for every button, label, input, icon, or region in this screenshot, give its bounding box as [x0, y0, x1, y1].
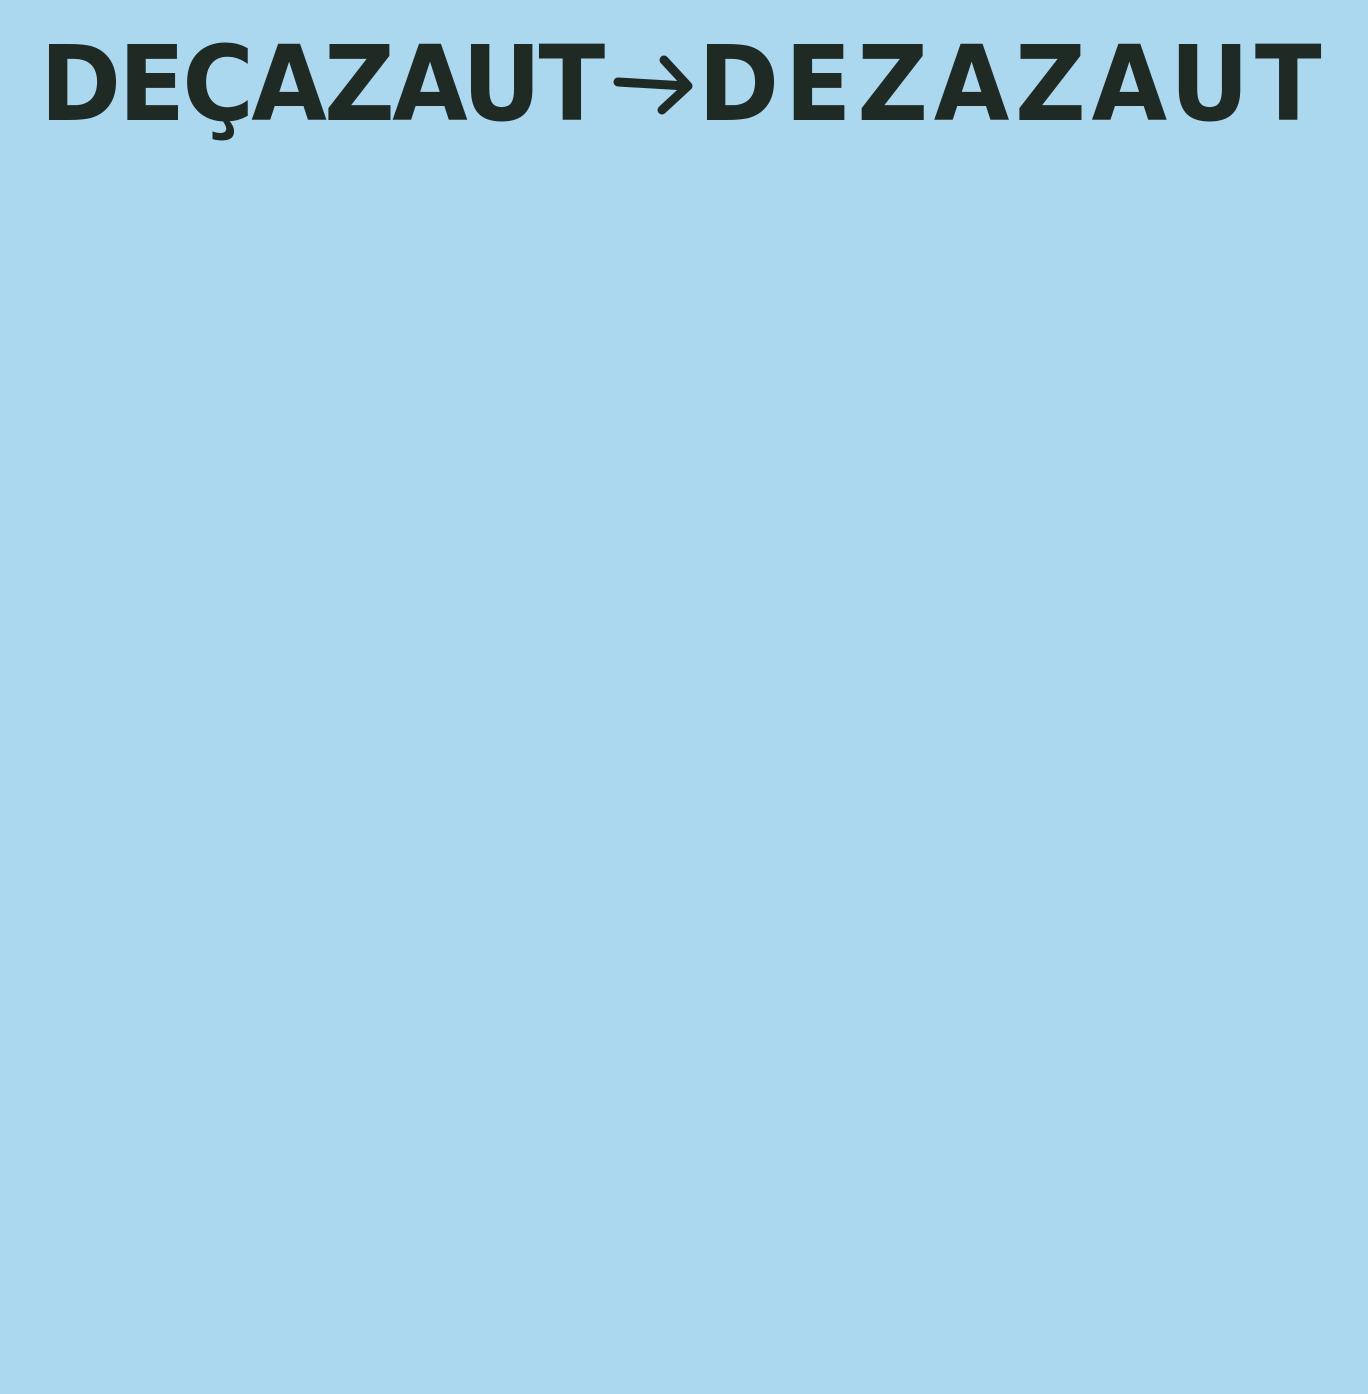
original-word: DEÇAZAUT [40, 23, 603, 145]
right-arrow-icon-graphic [612, 14, 696, 154]
right-arrow-icon [612, 14, 696, 154]
handwritten-correction [40, 14, 1328, 154]
corrected-word: DEZAZAUT [698, 23, 1328, 145]
